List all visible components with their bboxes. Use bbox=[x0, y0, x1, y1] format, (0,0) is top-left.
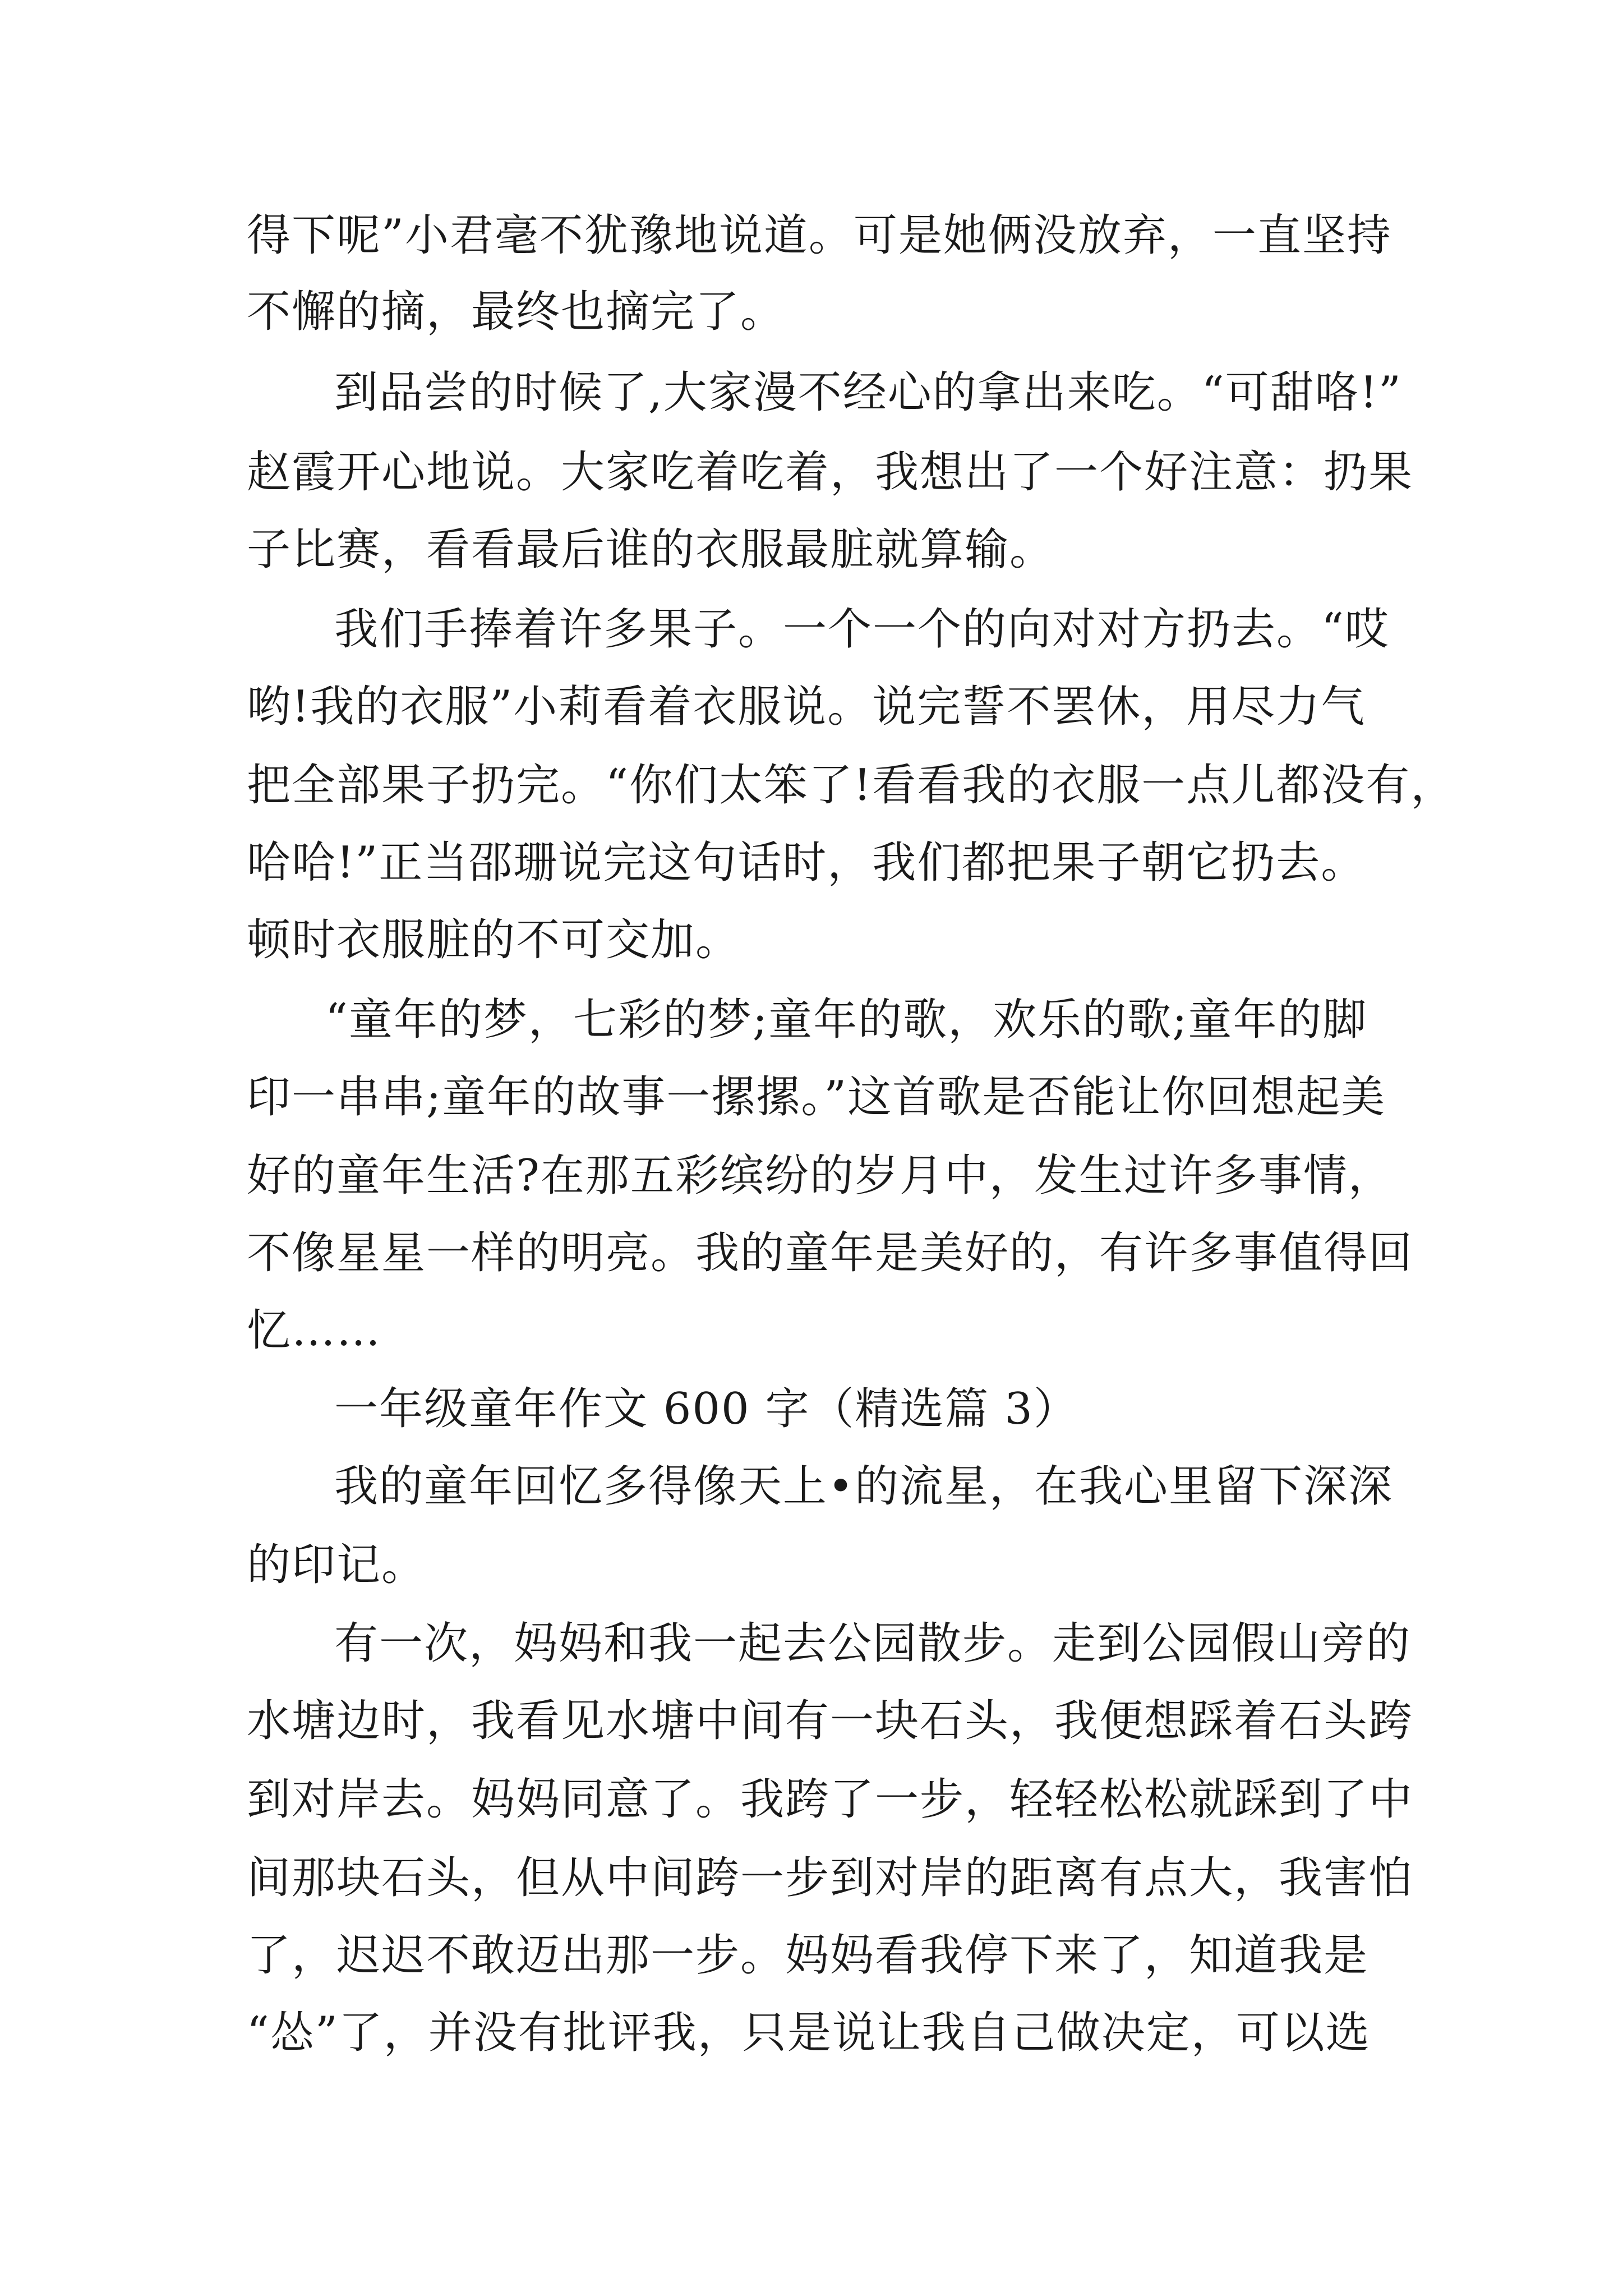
text-line: 印一串串;童年的故事一摞摞。”这首歌是否能让你回想起美 bbox=[247, 1072, 1386, 1122]
text-line: 哟!我的衣服”小莉看着衣服说。说完誓不罢休，用尽力气 bbox=[247, 682, 1366, 732]
text-line: 好的童年生活?在那五彩缤纷的岁月中，发生过许多事情， bbox=[247, 1151, 1393, 1201]
text-line: 把全部果子扔完。“你们太笨了!看看我的衣服一点儿都没有， bbox=[247, 760, 1456, 811]
text-line: 的印记。 bbox=[247, 1540, 427, 1590]
text-line: 不像星星一样的明亮。我的童年是美好的，有许多事值得回 bbox=[247, 1228, 1414, 1278]
text-line: 子比赛，看看最后谁的衣服最脏就算输。 bbox=[247, 524, 1055, 575]
text-line: 赵霞开心地说。大家吃着吃着，我想出了一个好注意：扔果 bbox=[247, 447, 1414, 498]
text-line: 忆…… bbox=[247, 1305, 382, 1356]
document-body bbox=[247, 0, 1456, 2058]
text-line: 得下呢”小君毫不犹豫地说道。可是她俩没放弃，一直坚持 bbox=[247, 210, 1392, 261]
text-line: 哈哈!”正当邵珊说完这句话时，我们都把果子朝它扔去。 bbox=[247, 838, 1366, 888]
text-line: 我的童年回忆多得像天上•的流星，在我心里留下深深 bbox=[334, 1461, 1394, 1512]
text-line: “童年的梦，七彩的梦;童年的歌，欢乐的歌;童年的脚 bbox=[325, 995, 1368, 1045]
text-line: “怂”了，并没有批评我，只是说让我自己做决定，可以选 bbox=[247, 2008, 1371, 2058]
text-line: 了，迟迟不敢迈出那一步。妈妈看我停下来了，知道我是 bbox=[247, 1930, 1369, 1981]
text-line: 水塘边时，我看见水塘中间有一块石头，我便想踩着石头跨 bbox=[247, 1696, 1414, 1746]
text-line: 不懈的摘，最终也摘完了。 bbox=[247, 287, 786, 337]
text-line: 间那块石头，但从中间跨一步到对岸的距离有点大，我害怕 bbox=[247, 1853, 1414, 1903]
text-line: 我们手捧着许多果子。一个一个的向对对方扔去。“哎 bbox=[334, 604, 1390, 655]
text-line: 有一次，妈妈和我一起去公园散步。走到公园假山旁的 bbox=[334, 1618, 1412, 1669]
section-heading: 一年级童年作文 600 字（精选篇 3） bbox=[334, 1384, 1078, 1434]
text-line: 到品尝的时候了,大家漫不经心的拿出来吃。“可甜咯!” bbox=[334, 367, 1402, 418]
text-line: 到对岸去。妈妈同意了。我跨了一步，轻轻松松就踩到了中 bbox=[247, 1774, 1414, 1825]
text-line: 顿时衣服脏的不可交加。 bbox=[247, 915, 741, 965]
